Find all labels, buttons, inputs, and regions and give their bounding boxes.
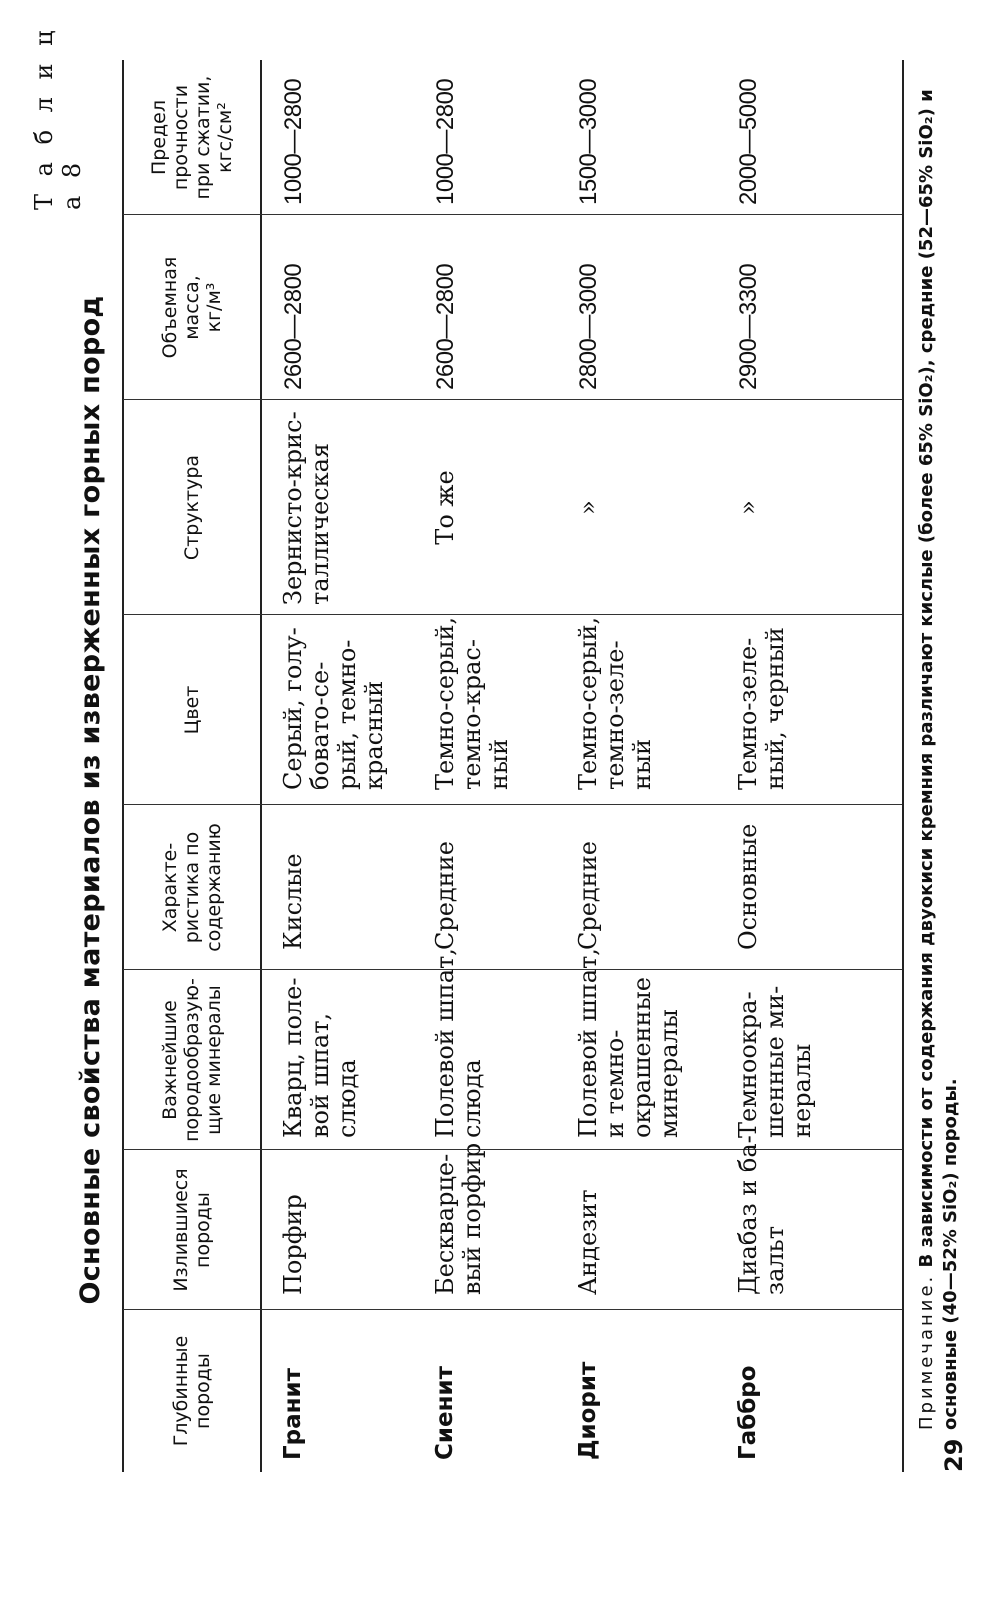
cell-strength: 1000—2800: [280, 78, 307, 205]
header-strength: Предел прочности при сжатии, кгс/см²: [148, 75, 236, 200]
cell-density: 2800—3000: [575, 263, 602, 390]
header-density: Объемная масса, кг/м³: [159, 256, 225, 359]
cell-deep-rock: Диорит: [575, 1361, 601, 1460]
cell-deep-rock: Габбро: [735, 1365, 761, 1460]
footnote-text: В зависимости от содержания двуокиси кремния различают кислые (более 65% SiO₂), средние (52—65% SiO₂) и основные (40—52% SiO₂) породы.: [916, 89, 961, 1430]
table-bottom-rule: [902, 60, 904, 1472]
cell-effusive-rock: Диабаз и ба- зальт: [734, 1135, 789, 1295]
cell-structure: Зернисто-крис- таллическая: [279, 411, 334, 605]
cell-minerals: Полевой шпат, слюда: [431, 948, 486, 1138]
header-structure: Структура: [181, 454, 203, 561]
cell-minerals: Темноокра- шенные ми- нералы: [734, 985, 816, 1138]
page-title: Основные свойства материалов из изверженных горных пород: [75, 295, 106, 1305]
footnote-lead: Примечание.: [916, 1273, 937, 1430]
cell-minerals: Полевой шпат, и темно- окрашенные минералы: [574, 948, 683, 1138]
cell-density: 2600—2800: [432, 263, 459, 390]
cell-structure: »: [574, 500, 602, 515]
table-top-rule: [122, 60, 124, 1472]
cell-strength: 1500—3000: [575, 78, 602, 205]
cell-density: 2900—3300: [735, 263, 762, 390]
cell-density: 2600—2800: [280, 263, 307, 390]
header-effusive-rocks: Излившиеся породы: [170, 1168, 214, 1292]
cell-minerals: Кварц, поле- вой шпат, слюда: [279, 977, 361, 1138]
cell-effusive-rock: Андезит: [574, 1189, 602, 1295]
table-footnote: [915, 10, 963, 1430]
cell-characteristic: Средние: [574, 841, 602, 950]
header-minerals: Важнейшие породообразую- щие минералы: [159, 978, 225, 1142]
page-number: 29: [940, 1438, 968, 1472]
cell-color: Темно-зеле- ный, черный: [734, 627, 789, 790]
table-label: Т а б л и ц а 8: [30, 25, 86, 210]
header-characteristic: Характе- ристика по содержанию: [159, 823, 225, 952]
cell-strength: 2000—5000: [735, 78, 762, 205]
cell-structure: »: [734, 500, 762, 515]
cell-characteristic: Средние: [431, 841, 459, 950]
cell-deep-rock: Гранит: [280, 1368, 306, 1460]
table-header-rule: [260, 60, 262, 1472]
cell-color: Серый, голу- бовато-се- рый, темно- красный: [279, 627, 388, 790]
cell-strength: 1000—2800: [432, 78, 459, 205]
cell-effusive-rock: Бескварце- вый порфир: [431, 1142, 486, 1295]
cell-deep-rock: Сиенит: [432, 1366, 458, 1460]
header-deep-rocks: Глубинные породы: [170, 1335, 214, 1447]
cell-color: Темно-серый, темно-крас- ный: [431, 616, 513, 790]
cell-structure: То же: [431, 470, 459, 545]
cell-effusive-rock: Порфир: [279, 1194, 307, 1295]
header-color: Цвет: [181, 685, 203, 735]
cell-characteristic: Основные: [734, 823, 762, 950]
cell-color: Темно-серый, темно-зеле- ный: [574, 616, 656, 790]
cell-characteristic: Кислые: [279, 853, 307, 950]
